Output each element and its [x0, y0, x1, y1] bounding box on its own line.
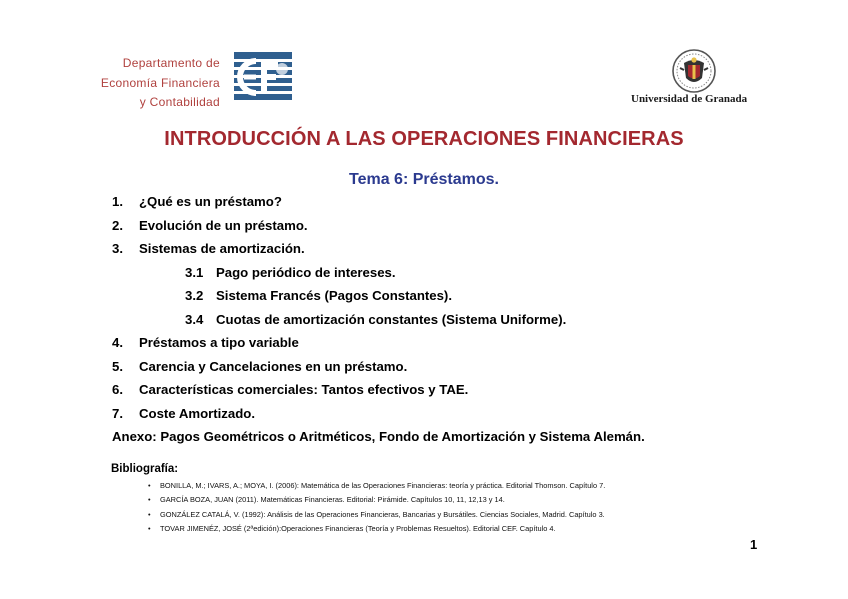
- bibliography-text: GONZÁLEZ CATALÁ, V. (1992): Análisis de las Operaciones Financieras, Bancarias y Bursátiles. Ciencias Sociales, Madrid. Capítulo 3.: [160, 509, 605, 519]
- toc-text: Anexo: Pagos Geométricos o Aritméticos, Fondo de Amortización y Sistema Alemán.: [112, 429, 645, 444]
- page-number: 1: [750, 537, 758, 552]
- toc-number: 7.: [112, 405, 123, 421]
- bullet: •: [148, 523, 151, 533]
- toc-subitem: [112, 308, 645, 332]
- toc-number: 1.: [112, 194, 123, 209]
- bibliography-list: [148, 479, 605, 536]
- bibliography-item: [148, 522, 605, 536]
- department-name: [80, 54, 220, 113]
- toc-item: [112, 378, 645, 402]
- bibliography-text: GARCÍA BOZA, JUAN (2011). Matemáticas Financieras. Editorial: Pirámide. Capítulos 10, 11, 12,13 y 14.: [160, 495, 505, 505]
- toc-item: [112, 331, 645, 355]
- bibliography-text: TOVAR JIMENÉZ, JOSÉ (2ªedición):Operaciones Financieras (Teoría y Problemas Resueltos). Editorial CEF. Capítulo 4.: [160, 523, 556, 533]
- toc-item: [112, 402, 645, 426]
- toc-text: Carencia y Cancelaciones en un préstamo.: [139, 358, 408, 374]
- toc-number: 3.2: [185, 288, 204, 303]
- toc-number: 2.: [112, 217, 123, 233]
- bibliography-item: [148, 493, 605, 507]
- toc-text: Sistema Francés (Pagos Constantes).: [216, 288, 452, 303]
- department-line-3: y Contabilidad: [139, 95, 220, 109]
- toc-text: Pago periódico de intereses.: [216, 264, 396, 280]
- toc-number: 3.4: [185, 311, 204, 327]
- toc-item: [112, 214, 645, 238]
- bibliography-heading: Bibliografía:: [111, 463, 179, 475]
- toc-number: 3.1: [185, 264, 204, 280]
- university-name: Universidad de Granada: [631, 93, 748, 105]
- toc-number: 3.: [112, 241, 123, 256]
- toc-text: Préstamos a tipo variable: [139, 335, 299, 350]
- toc-text: Sistemas de amortización.: [139, 241, 305, 256]
- bullet: •: [148, 481, 151, 490]
- bibliography-text: BONILLA, M.; IVARS, A.; MOYA, I. (2006): Matemática de las Operaciones Financieras: teoría y práctica. Editorial Thomson. Capítulo 7.: [160, 481, 606, 490]
- toc-text: ¿Qué es un préstamo?: [139, 194, 282, 209]
- department-line-2: Economía Financiera: [100, 75, 220, 90]
- university-seal-icon: [670, 48, 718, 94]
- toc-text: Coste Amortizado.: [139, 405, 256, 421]
- toc-item: [112, 237, 645, 261]
- bibliography-item: [148, 479, 605, 493]
- toc-item: [112, 355, 645, 379]
- topic-subtitle: Tema 6: Préstamos.: [349, 171, 499, 188]
- cef-logo: [234, 52, 292, 102]
- toc-number: 5.: [112, 358, 123, 374]
- toc-text: Evolución de un préstamo.: [139, 217, 308, 233]
- toc-text: Características comerciales: Tantos efectivos y TAE.: [139, 382, 469, 397]
- department-line-1: Departamento de: [122, 56, 220, 70]
- toc-subitem: [112, 261, 645, 285]
- page-title: INTRODUCCIÓN A LAS OPERACIONES FINANCIERAS: [164, 128, 684, 150]
- bullet: •: [148, 509, 151, 519]
- toc-number: 4.: [112, 335, 123, 350]
- table-of-contents: [112, 190, 645, 449]
- toc-number: 6.: [112, 382, 123, 397]
- toc-text: Cuotas de amortización constantes (Sistema Uniforme).: [216, 311, 567, 327]
- bibliography-item: [148, 508, 605, 522]
- toc-subitem: [112, 284, 645, 308]
- bullet: •: [148, 495, 151, 505]
- toc-item: [112, 190, 645, 214]
- toc-annex: [112, 425, 645, 449]
